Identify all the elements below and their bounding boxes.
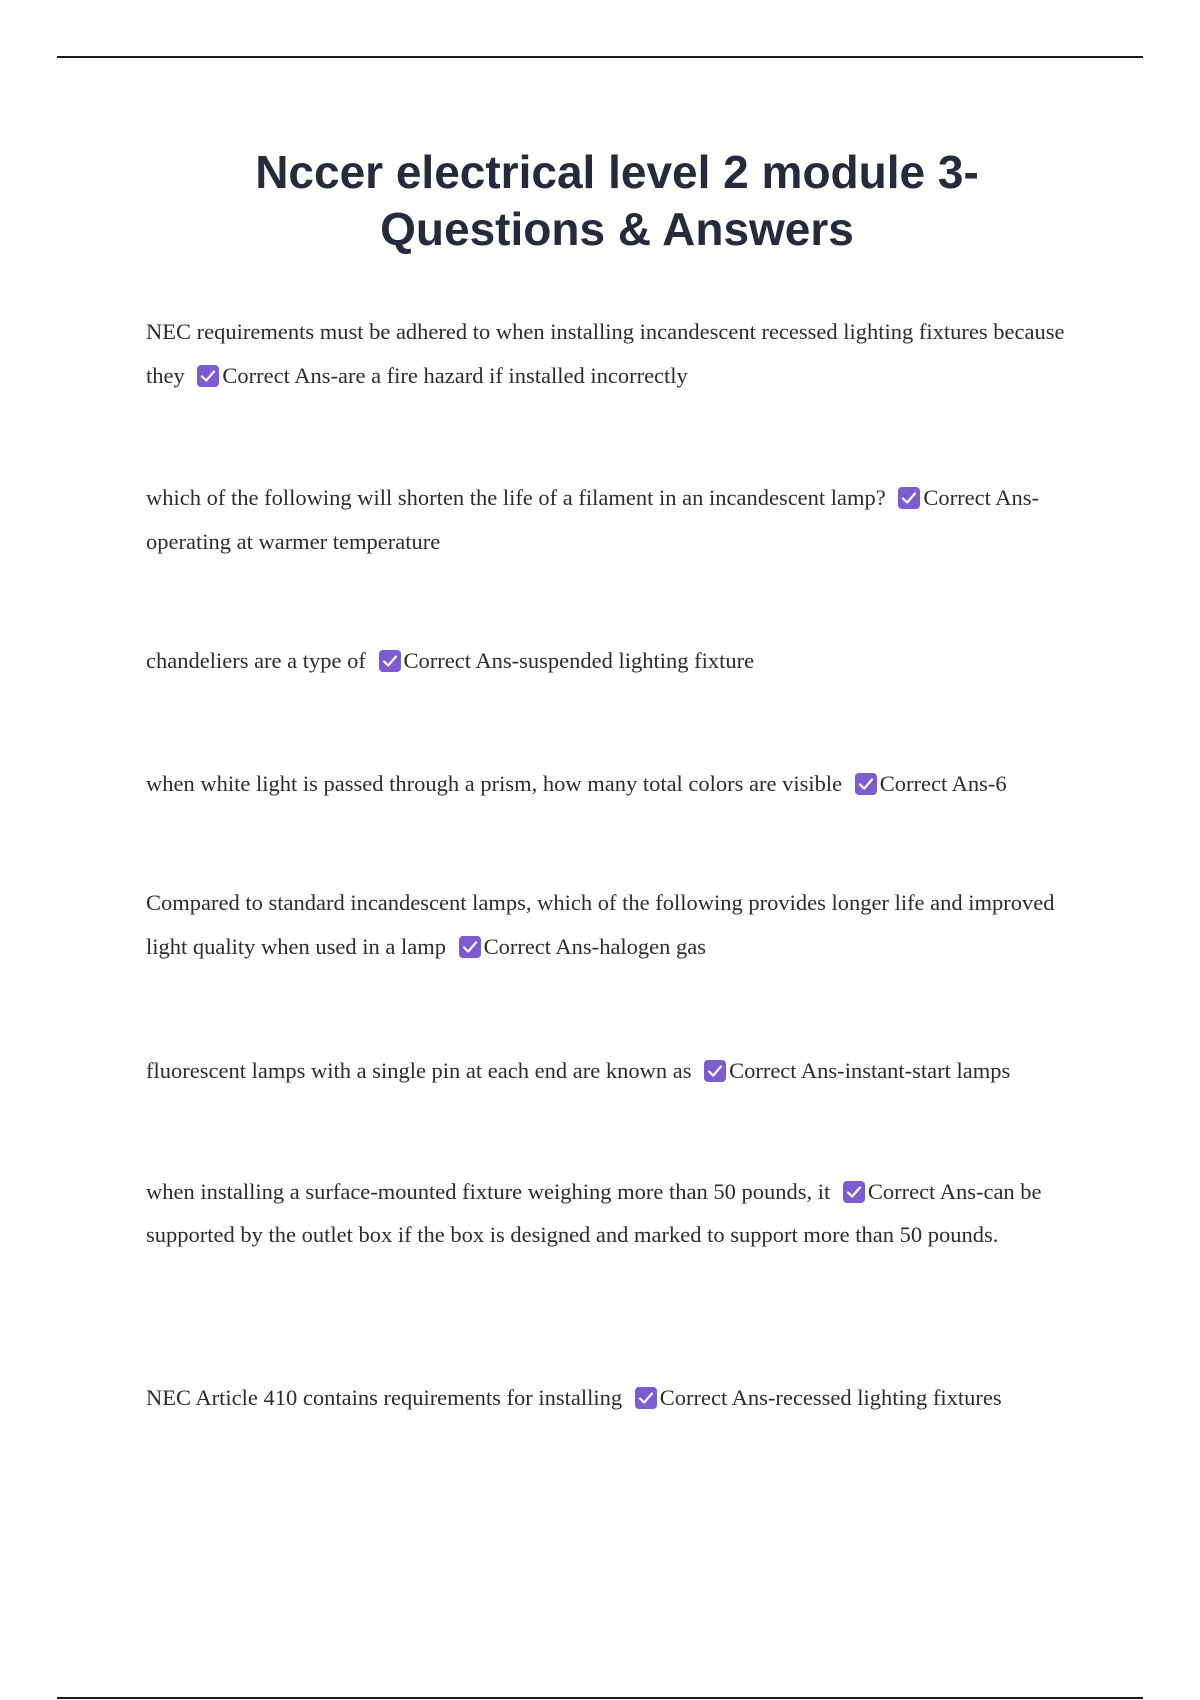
- question-text: which of the following will shorten the life of a filament in an incandescent lamp?: [146, 485, 886, 510]
- checkbox-checked-icon: [843, 1181, 865, 1203]
- qa-item-6: [146, 1049, 1092, 1093]
- checkbox-checked-icon: [855, 773, 877, 795]
- qa-item-1: [146, 310, 1092, 398]
- checkbox-checked-icon: [379, 650, 401, 672]
- checkbox-checked-icon: [459, 936, 481, 958]
- qa-item-2: [146, 476, 1092, 564]
- answer-text: instant-start lamps: [844, 1058, 1011, 1083]
- answer-prefix: Correct Ans-: [923, 485, 1040, 510]
- checkbox-checked-icon: [635, 1387, 657, 1409]
- checkbox-checked-icon: [704, 1060, 726, 1082]
- answer-prefix: Correct Ans-: [222, 363, 338, 388]
- answer-prefix: Correct Ans-: [483, 934, 600, 959]
- question-text: fluorescent lamps with a single pin at each end are known as: [146, 1058, 692, 1083]
- qa-item-3: [146, 639, 1092, 683]
- question-text: NEC Article 410 contains requirements for installing: [146, 1385, 623, 1410]
- answer-prefix: Correct Ans-: [879, 771, 996, 796]
- answer-text: can be supported by the outlet box if the box is designed and marked to support more than 50 pounds.: [146, 1179, 1042, 1247]
- question-text: when installing a surface-mounted fixture weighing more than 50 pounds, it: [146, 1179, 831, 1204]
- question-text: Compared to standard incandescent lamps, which of the following provides longer life and improved light quality when used in a lamp: [146, 890, 1055, 959]
- question-text: chandeliers are a type of: [146, 648, 366, 673]
- answer-text: recessed lighting fixtures: [775, 1385, 1002, 1410]
- bottom-divider: [57, 1697, 1143, 1699]
- question-text: when white light is passed through a prism, how many total colors are visible: [146, 771, 843, 796]
- question-text: NEC requirements must be adhered to when installing incandescent recessed lighting fixtures because they: [146, 319, 1065, 388]
- qa-item-5: [146, 881, 1092, 969]
- title-line-2: Questions & Answers: [380, 203, 854, 255]
- answer-text: halogen gas: [599, 934, 707, 959]
- answer-text: suspended lighting fixture: [519, 648, 755, 673]
- checkbox-checked-icon: [197, 365, 219, 387]
- document-title: [150, 144, 1084, 258]
- answer-prefix: Correct Ans-: [729, 1058, 845, 1083]
- qa-item-8: [146, 1376, 1092, 1420]
- top-divider: [57, 56, 1143, 58]
- answer-text: are a fire hazard if installed incorrectly: [337, 363, 688, 388]
- title-line-1: Nccer electrical level 2 module 3-: [255, 146, 979, 198]
- answer-prefix: Correct Ans-: [659, 1385, 776, 1410]
- qa-item-7: [146, 1170, 1092, 1256]
- qa-item-4: [146, 762, 1092, 806]
- answer-prefix: Correct Ans-: [403, 648, 520, 673]
- checkbox-checked-icon: [898, 487, 920, 509]
- answer-text: operating at warmer temperature: [146, 529, 441, 554]
- answer-prefix: Correct Ans-: [867, 1179, 984, 1204]
- answer-text: 6: [995, 771, 1007, 796]
